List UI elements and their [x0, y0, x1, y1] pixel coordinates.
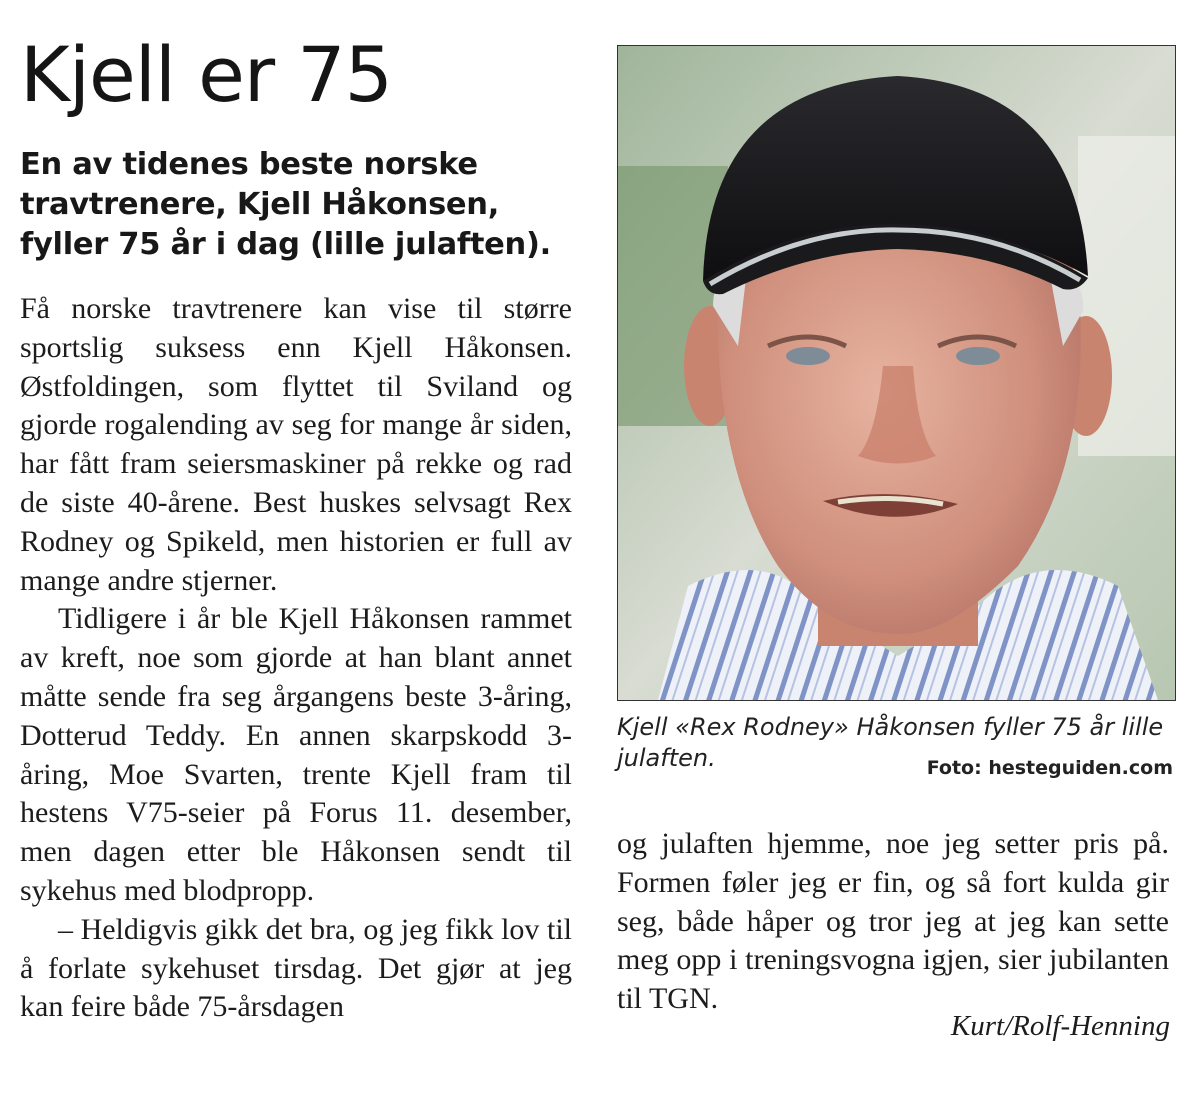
byline: Kurt/Rolf-Henning — [950, 1010, 1170, 1042]
portrait-photo — [617, 45, 1176, 701]
body-paragraph-2: Tidligere i år ble Kjell Håkonsen rammet av kreft, noe som gjorde at han blant annet måtte sende fra seg årgangens beste 3-åring, Dotterud Teddy. En annen skarpskodd 3-åring, Moe Svarten, trente Kjell fram til hestens V75-seier på Forus 11. desember, men dagen etter ble Håkonsen sendt til sykehus med blodpropp. — [20, 602, 572, 907]
body-paragraph-1: Få norske travtrenere kan vise til større sportslig suksess enn Kjell Håkonsen. Østfoldingen, som flyttet til Sviland og gjorde rogalending av seg for mange år siden, har fått fram seiersmaskiner på rekke og rad de siste 40-årene. Best huskes selvsagt Rex Rodney og Spikeld, men historien er full av mange andre stjerner. — [20, 292, 572, 597]
headline: Kjell er 75 — [20, 30, 392, 119]
body-column-left — [20, 290, 572, 1027]
body-paragraph-3: – Heldigvis gikk det bra, og jeg fikk lov til å forlate sykehuset tirsdag. Det gjør at jeg kan feire både 75-årsdagen — [20, 912, 572, 1024]
photo-credit: Foto: hesteguiden.com — [926, 757, 1173, 779]
photo-caption: Kjell «Rex Rodney» Håkonsen fyller 75 år lille julaften. — [617, 713, 1164, 772]
lead-paragraph: En av tidenes beste norske travtrenere, Kjell Håkonsen, fyller 75 år i dag (lille julaften). — [20, 147, 551, 262]
body-column-right — [617, 825, 1169, 1019]
body-paragraph-4: og julaften hjemme, noe jeg setter pris på. Formen føler jeg er fin, og så fort kulda gir seg, både håper og tror jeg at jeg kan sette meg opp i treningsvogna igjen, sier jubilanten til TGN. — [617, 827, 1169, 1016]
